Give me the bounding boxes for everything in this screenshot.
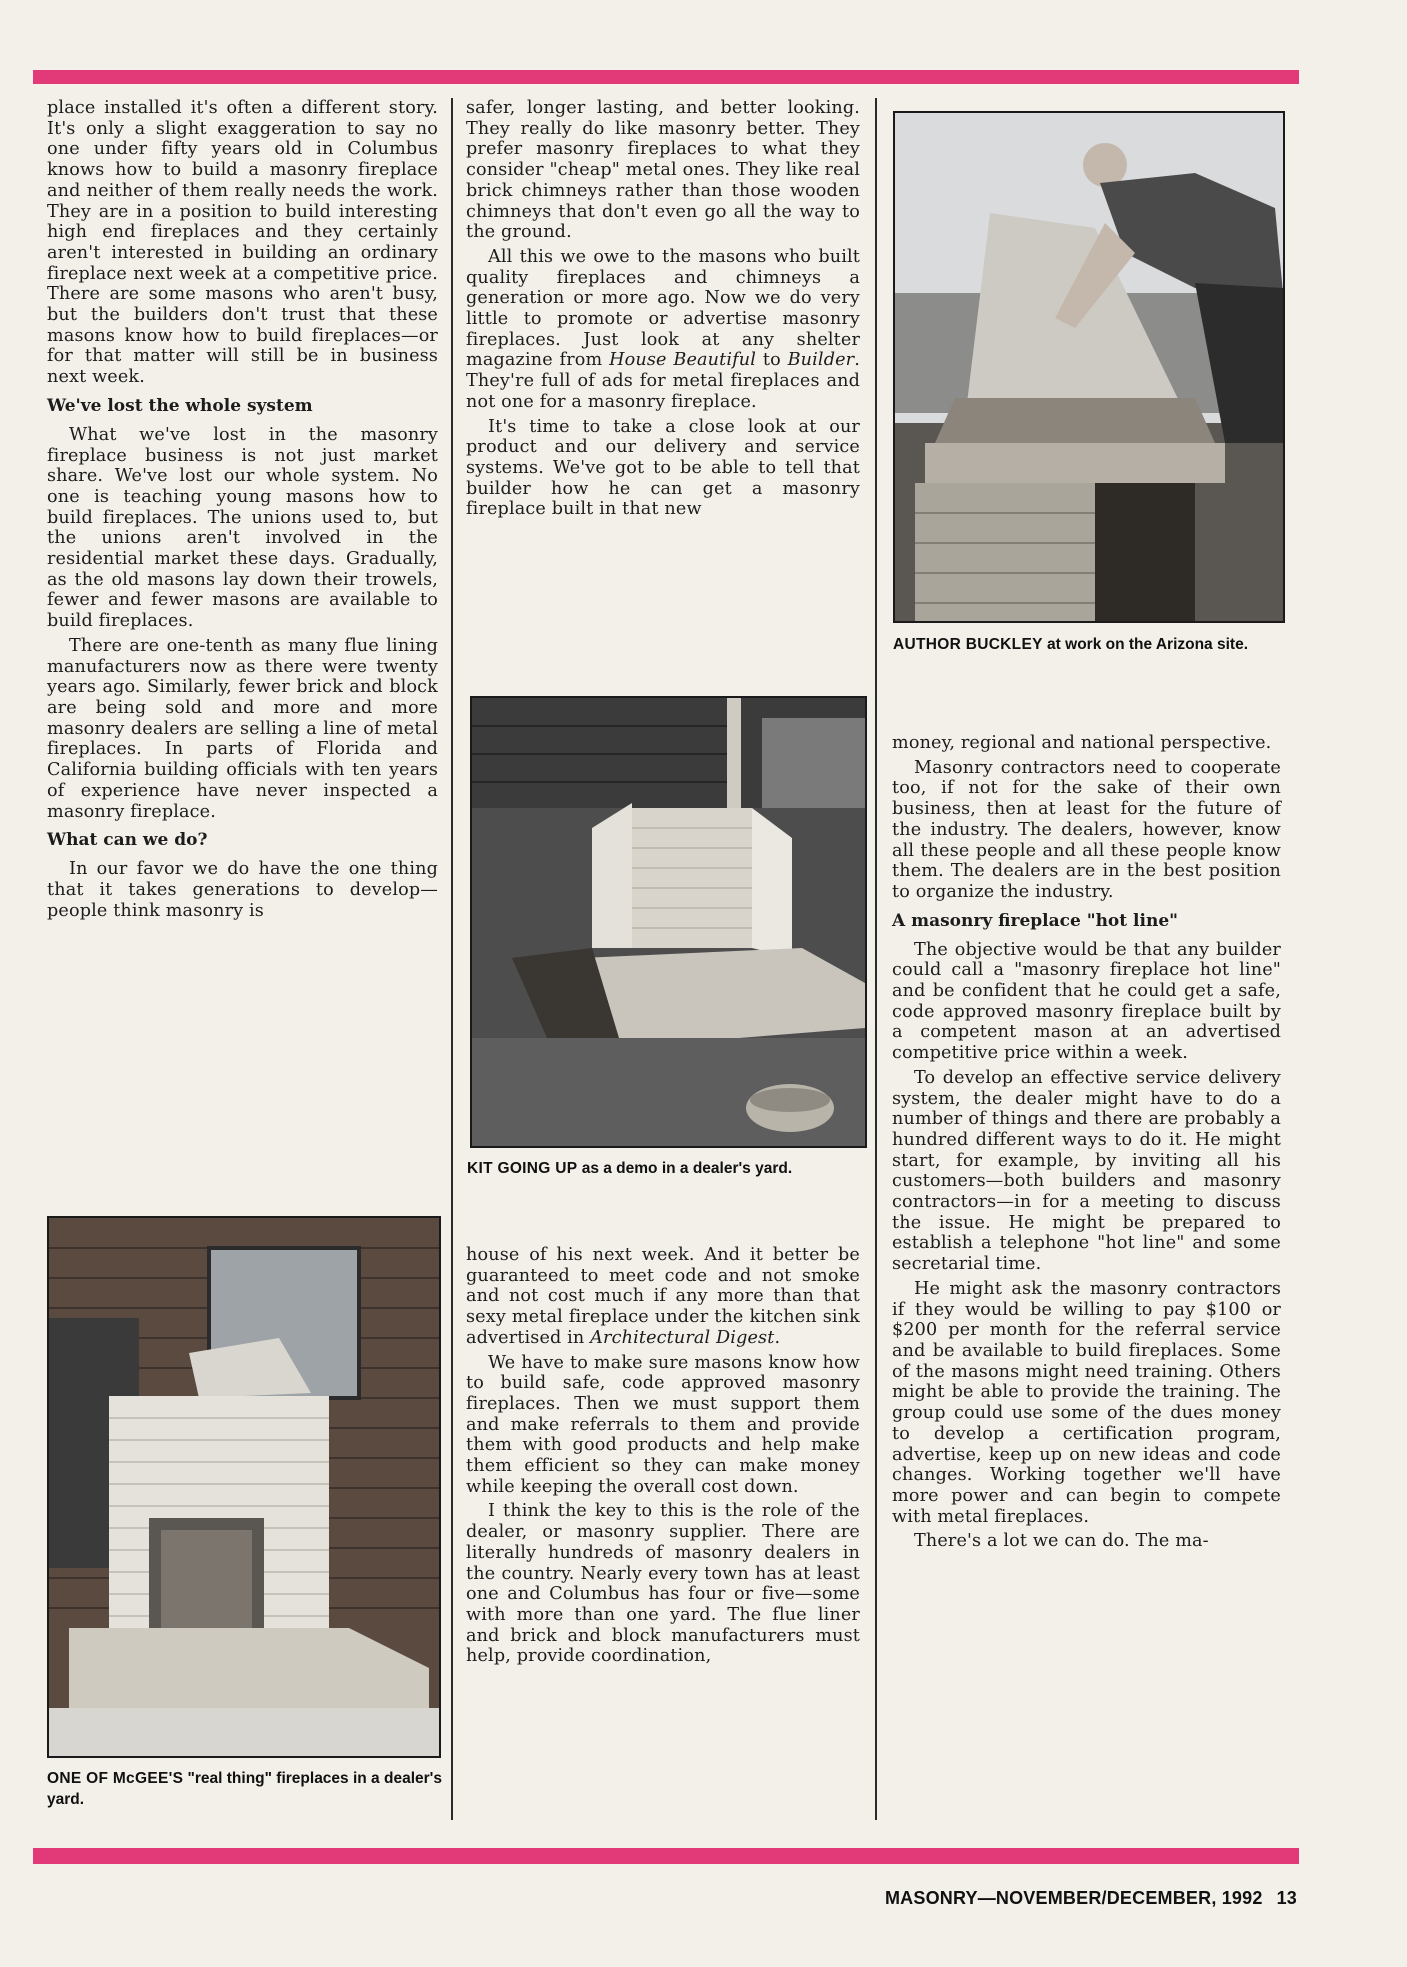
body-paragraph: house of his next week. And it better be guaranteed to meet code and not smoke and not cost much if any more than that sexy metal fireplace under the kitchen sink advertised in Architectural Digest. (466, 1245, 860, 1348)
column-2 (466, 98, 860, 520)
body-paragraph: The objective would be that any builder could call a "masonry fireplace hot line" and be confident that he could get a safe, code approved masonry fireplace built by a competent mason at an advertised competitive price within a week. (892, 939, 1281, 1064)
body-paragraph: It's time to take a close look at our product and our delivery and service systems. We've got to be able to tell that builder how he can get a masonry fireplace built in that new (466, 416, 860, 520)
bottom-accent-rule (33, 1848, 1299, 1864)
body-paragraph: Masonry contractors need to cooperate too, if not for the sake of their own business, then at least for the future of the industry. The dealers, however, know all these people and all these people know them. The dealers are in the best position to organize the industry. (892, 757, 1281, 902)
page-footer (885, 1888, 1297, 1909)
caption-lead: AUTHOR BUCKLEY (893, 636, 1043, 653)
footer-publication: MASONRY—NOVEMBER/DECEMBER, 1992 (884, 1888, 1263, 1908)
caption-text: as a demo in a dealer's yard. (581, 1160, 793, 1177)
body-paragraph: There are one-tenth as many flue lining manufacturers now as there were twenty years ago. Similarly, fewer brick and block are being sold and more and more masonry dealers are selling a line of metal fireplaces. In parts of Florida and California building officials with ten years of experience have never inspected a masonry fireplace. (47, 635, 438, 822)
subhead: What can we do? (47, 830, 208, 851)
caption-lead: KIT GOING UP (467, 1160, 578, 1177)
body-paragraph: All this we owe to the masons who built quality fireplaces and chimneys a generation or more ago. Now we do very little to promote or advertise masonry fireplaces. Just look at any shelter magazine from House Beautiful to Builder. They're full of ads for metal fireplaces and not one for a masonry fireplace. (466, 246, 860, 412)
body-paragraph: I think the key to this is the role of the dealer, or masonry supplier. There are literally hundreds of masonry dealers in the country. Nearly every town has at least one and Columbus has four or five—some with more than one yard. The flue liner and brick and block manufacturers must help, provide coordination, (466, 1501, 860, 1667)
body-paragraph: safer, longer lasting, and better looking. They really do like masonry better. They prefer masonry fireplaces to what they consider "cheap" metal ones. They like real brick chimneys rather than those wooden chimneys that don't even go all the way to the ground. (466, 98, 860, 243)
page-number: 13 (1276, 1888, 1297, 1908)
body-paragraph: In our favor we do have the one thing that it takes generations to develop—people think masonry is (47, 859, 438, 921)
photo-author-buckley (893, 111, 1285, 623)
column-1 (47, 98, 438, 921)
photo-caption-3 (893, 634, 1288, 655)
body-paragraph: We have to make sure masons know how to build safe, code approved masonry fireplaces. Then we must support them and make referrals to them and provide them with good products and help make them efficient so they can make money while keeping the overall cost down. (466, 1352, 860, 1497)
column-divider (875, 98, 877, 1820)
body-paragraph: place installed it's often a different story. It's only a slight exaggeration to say no one under fifty years old in Columbus knows how to build a masonry fireplace and neither of them really needs the work. They are in a position to build interesting high end fireplaces and they certainly aren't interested in building an ordinary fireplace next week at a competitive price. There are some masons who aren't busy, but the builders don't trust that these masons know how to build fireplaces—or for that matter will still be in business next week. (47, 98, 438, 388)
column-3 (892, 733, 1281, 1552)
body-paragraph: There's a lot we can do. The ma- (914, 1531, 1209, 1552)
column-2-lower (466, 1245, 860, 1667)
subhead: We've lost the whole system (47, 395, 313, 416)
caption-text: at work on the Arizona site. (1047, 636, 1249, 653)
caption-lead: ONE OF McGEE'S (47, 1770, 184, 1787)
photo-caption-2 (467, 1158, 862, 1179)
photo-caption-1 (47, 1768, 442, 1810)
body-paragraph: To develop an effective service delivery system, the dealer might have to do a number of things and there are probably a hundred different ways to do it. He might start, for example, by inviting all his customers—both builders and masonry contractors—in for a meeting to discuss the issue. He might be prepared to establish a telephone "hot line" and some secretarial time. (892, 1067, 1281, 1275)
body-paragraph: money, regional and national perspective. (892, 733, 1272, 753)
photo-kit-going-up (470, 696, 867, 1148)
subhead: A masonry fireplace "hot line" (892, 910, 1178, 931)
caption-text: "real thing" fireplaces in a dealer's yard. (47, 1770, 442, 1808)
top-accent-rule (33, 70, 1299, 84)
photo-brick-fireplace (47, 1216, 441, 1758)
column-divider (451, 98, 453, 1820)
body-paragraph: What we've lost in the masonry fireplace business is not just market share. We've lost our whole system. No one is teaching young masons how to build fireplaces. The unions used to, but the unions aren't involved in the residential market these days. Gradually, as the old masons lay down their trowels, fewer and fewer masons are available to build fireplaces. (47, 424, 438, 632)
body-paragraph: He might ask the masonry contractors if they would be willing to pay $100 or $200 per month for the referral service and be available to build fireplaces. Some of the masons might need training. Others might be able to provide the training. The group could use some of the dues money to develop a certification program, advertise, keep up on new ideas and code changes. Working together we'll have more power and can begin to compete with metal fireplaces. (892, 1278, 1281, 1527)
